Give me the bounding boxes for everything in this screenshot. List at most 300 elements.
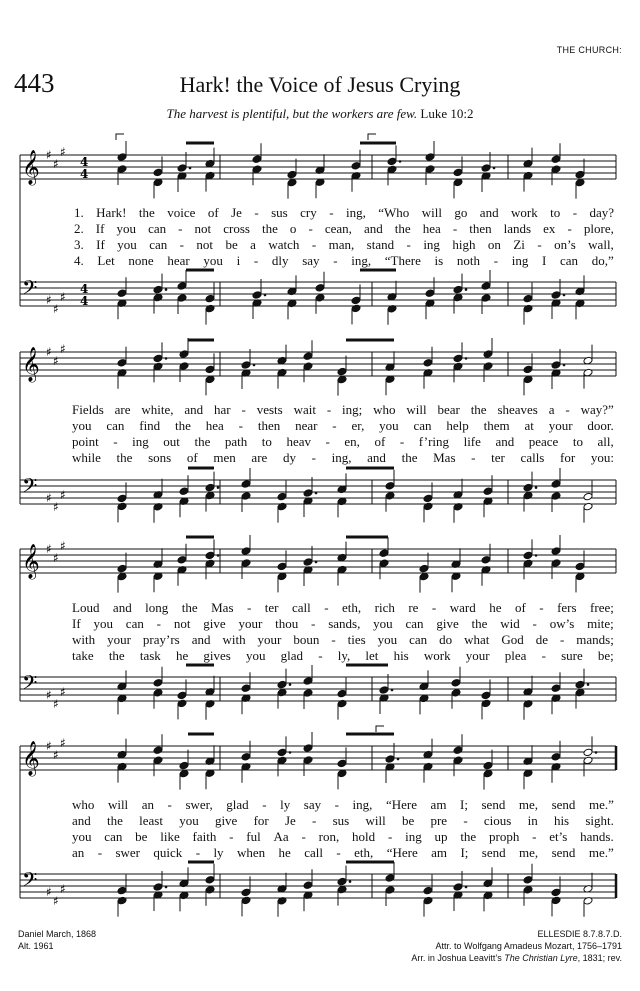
dot [315,561,318,564]
lyric-syllable: swer [115,845,140,860]
lyric-syllable: in [527,813,538,828]
sharp-accidental: ♯ [46,885,52,899]
lyric-syllable: - [311,237,317,252]
tune-name: ELLESDIE 8.7.8.7.D. [537,929,622,939]
note-head [423,886,433,895]
lyric-syllable: can [405,616,424,631]
lyric-syllable: - [308,221,313,236]
lyric-syllable: not [194,221,212,236]
note-head [583,756,593,765]
lyric-syllable: quick [153,845,183,860]
lyric-syllable: be [401,813,415,828]
note-head [337,367,347,376]
lyric-syllable: ly [280,797,291,812]
time-signature-top: 4 [80,282,89,296]
lyric-syllable: you [72,418,92,433]
note-head [337,885,347,894]
lyric-syllable: - [334,797,339,812]
lyric-syllable: at [524,418,534,433]
lyric-syllable: let [365,648,379,663]
lyric-syllable: say [303,797,322,812]
lyric-syllable: he [278,845,291,860]
note-head [117,564,127,573]
lyric-syllable: - [493,253,499,268]
epigraph-quote: The harvest is plentiful, but the workers are few. [166,106,418,121]
lyric-syllable: then [469,221,492,236]
note-head [523,491,533,500]
lyric-syllable: can [106,418,125,433]
note-head [153,168,163,177]
lyric-syllable: the [175,418,191,433]
lyric-syllable: hold [352,829,376,844]
dot [535,486,538,489]
note-head [551,361,561,370]
lyric-syllable: cean, [324,221,352,236]
lyric-line-verse-4 [74,253,614,269]
note-head [179,362,189,371]
sharp-accidental: ♯ [46,688,52,702]
note-head [277,756,287,765]
lyric-syllable: plore, [583,221,614,236]
note-head [241,361,251,370]
sharp-accidental: ♯ [53,697,59,711]
lyric-syllable: hea [422,221,441,236]
lyric-syllable: - [539,600,544,615]
lyric-syllable: work [511,205,538,220]
bass-clef: 𝄢 [22,671,38,699]
lyric-syllable: If [72,616,81,631]
lyric-syllable: ow’s [549,616,575,631]
lyric-syllable: while [72,450,101,465]
note-head [277,492,287,501]
note-head [153,756,163,765]
note-head [453,883,463,892]
lyric-syllable: he [489,600,502,615]
lyric-syllable: ter [491,450,505,465]
lyric-syllable: Zi [513,237,525,252]
note-head [385,874,395,883]
note-head [423,359,433,368]
note-head [523,886,533,895]
note-head [337,689,347,698]
note-head [575,562,585,571]
lyric-syllable: ward [449,600,476,615]
lyric-syllable: - [179,237,184,252]
lyric-syllable: Hark! [96,205,127,220]
lyric-syllable: give [436,616,459,631]
lyric-syllable: i [236,253,241,268]
lyric-syllable: Mas [433,450,456,465]
sharp-accidental: ♯ [46,293,52,307]
lyric-syllable: will [406,402,427,417]
lyric-syllable: de [535,632,549,647]
note-head [117,886,127,895]
sharp-accidental: ♯ [53,500,59,514]
lyric-syllable: hear [167,253,190,268]
lyric-syllable: proph [489,829,520,844]
lyric-syllable: the [138,205,155,220]
lyric-syllable: voice [167,205,196,220]
lyric-syllable: of [207,205,219,220]
treble-clef: 𝄞 [22,741,40,776]
note-head [523,483,533,492]
note-head [177,556,187,565]
hymn-title: Hark! the Voice of Jesus Crying [179,72,461,97]
lyric-syllable: ing; [342,402,363,417]
lyric-syllable: the [470,402,487,417]
lyric-line-verse-4 [72,450,614,466]
note-head [303,881,313,890]
lyric-syllable: the [261,221,278,236]
note-head [315,294,325,303]
note-head [425,289,435,298]
tune-credits [411,928,622,964]
dot [289,683,292,686]
lyric-syllable: can [413,418,432,433]
note-head [117,572,127,581]
lyric-syllable: sure [561,648,583,663]
lyric-syllable: then [257,418,281,433]
lyric-syllable: “Here [386,845,418,860]
lyric-syllable: mands; [576,632,614,647]
lyric-syllable: for [560,450,576,465]
dot [493,167,496,170]
lyric-syllable: your [257,632,282,647]
lyric-syllable: you [179,813,199,828]
sharp-accidental: ♯ [53,354,59,368]
lyric-line-verse-2 [74,221,614,237]
lyric-syllable: ter [264,600,279,615]
dot [391,689,394,692]
lyric-syllable: re [408,600,419,615]
note-head [351,304,361,313]
note-head [303,362,313,371]
note-head [551,559,561,568]
lyric-syllable: I [542,253,547,268]
lyric-syllable: what [464,632,490,647]
lyric-syllable: call [304,845,323,860]
lyric-line-verse-3 [72,434,614,450]
lyric-syllable: to [572,434,583,449]
note-head [117,153,127,162]
lyric-syllable: hands. [580,829,614,844]
note-head [153,689,163,698]
lyric-syllable: not [196,237,214,252]
note-head [425,165,435,174]
note-head [179,769,189,778]
sharp-accidental: ♯ [53,551,59,565]
lyric-syllable: ing, [345,205,366,220]
note-head [481,164,491,173]
lyric-syllable: If [96,237,105,252]
note-head [481,282,491,291]
lyric-syllable: for [253,813,269,828]
lyric-syllable: - [253,253,259,268]
note-head [419,572,429,581]
lyric-syllable: take [72,648,94,663]
lyric-syllable: you [373,616,393,631]
sharp-accidental: ♯ [60,736,66,750]
sharp-accidental: ♯ [46,345,52,359]
bass-clef: 𝄢 [22,868,38,896]
lyric-line-verse-2 [72,616,614,632]
arrangement-suffix: , 1831; rev. [577,953,622,963]
lyric-syllable: - [331,632,336,647]
lyric-syllable: sands, [328,616,361,631]
lyric-syllable: sons [148,450,172,465]
dot [217,554,220,557]
lyric-syllable: - [325,434,330,449]
lyric-syllable: send [481,845,506,860]
note-head [241,888,251,897]
lyric-syllable: fers [557,600,577,615]
lyric-syllable: give [203,616,226,631]
note-head [551,684,561,693]
lyric-syllable: ly [213,845,224,860]
lyric-syllable: - [541,648,546,663]
lyric-syllable: none [128,253,154,268]
treble-clef: 𝄞 [22,347,40,382]
lyric-syllable: 4. [74,253,84,268]
note-head [205,491,215,500]
note-head [575,680,585,689]
note-head [551,888,561,897]
lyric-syllable: f’ring [418,434,450,449]
note-head [241,480,251,489]
note-head [205,559,215,568]
sharp-accidental: ♯ [53,748,59,762]
dot [465,357,468,360]
lyric-syllable: be; [597,648,614,663]
note-head [241,753,251,762]
lyric-syllable: glad [280,648,304,663]
note-head [337,375,347,384]
lyric-syllable: dly [271,253,289,268]
note-head [252,291,262,300]
note-head [453,362,463,371]
arrangement-title: The Christian Lyre [504,953,578,963]
note-head [277,680,287,689]
lyric-syllable: find [139,418,161,433]
note-head [303,744,313,753]
lyric-syllable: send [551,797,576,812]
time-signature-top: 4 [80,155,89,169]
sharp-accidental: ♯ [60,488,66,502]
lyric-syllable: be [135,829,148,844]
lyric-syllable: - [318,648,323,663]
lyric-syllable: least [139,813,163,828]
lyric-syllable: do,” [591,253,614,268]
sharp-accidental: ♯ [60,882,66,896]
note-head [351,296,361,305]
note-head [153,293,163,302]
lyric-syllable: - [312,813,317,828]
lyric-syllable: rich [374,600,395,615]
lyric-syllable: vests [256,402,283,417]
note-head [241,492,251,501]
lyric-syllable: high [452,237,476,252]
sharp-accidental: ♯ [60,290,66,304]
lyric-syllable: the [394,221,411,236]
lyric-syllable: free; [590,600,614,615]
note-head [481,691,491,700]
dot [399,160,402,163]
epigraph-reference: Luke 10:2 [420,106,474,121]
lyric-syllable: help [446,418,469,433]
lyric-syllable: mite; [587,616,614,631]
lyric-syllable: you [379,418,399,433]
note-head [117,502,127,511]
lyric-syllable: his [553,813,570,828]
note-head [303,489,313,498]
lyric-syllable: sheaves [497,402,538,417]
lyric-line-verse-3 [72,829,614,845]
lyric-line-verse-1 [72,797,614,813]
note-head [451,689,461,698]
lyric-syllable: near [295,418,318,433]
lyric-line-verse-1 [72,402,614,418]
note-head [179,761,189,770]
treble-clef: 𝄞 [22,544,40,579]
note-head [252,155,262,164]
lyric-syllable: er, [351,418,365,433]
note-head [379,686,389,695]
note-head [177,691,187,700]
lyric-syllable: are [251,450,268,465]
lyric-syllable: swer, [185,797,213,812]
lyric-syllable: me, [519,845,539,860]
lyric-syllable: you [116,221,137,236]
lyric-syllable: dy [282,450,296,465]
lyric-syllable: door. [587,418,614,433]
lyric-syllable: - [463,813,468,828]
dot [165,886,168,889]
lyric-syllable: - [532,829,537,844]
lyric-syllable: noth [456,253,481,268]
lyric-syllable: - [406,237,411,252]
sharp-accidental: ♯ [46,739,52,753]
lyric-syllable: is [434,253,444,268]
lyric-syllable: gives [203,648,231,663]
lyric-syllable: and [184,402,204,417]
note-head [583,748,593,757]
lyric-syllable: - [332,418,337,433]
lyric-syllable: - [324,600,329,615]
note-head [153,362,163,371]
lyric-syllable: with [72,632,96,647]
lyric-syllable: your [238,616,263,631]
lyric-syllable: wait [293,402,316,417]
lyric-syllable: the [116,450,133,465]
note-head [551,291,561,300]
lyric-syllable: calls [520,450,545,465]
lyric-syllable: do [439,632,453,647]
dot [587,683,590,686]
note-head [351,162,361,171]
note-head [385,492,395,501]
lyric-syllable: an [141,797,154,812]
lyric-syllable: ing [132,434,149,449]
note-head [483,362,493,371]
dot [563,294,566,297]
note-head [177,164,187,173]
note-head [551,753,561,762]
lyric-syllable: eth, [342,600,362,615]
lyric-syllable: and [367,450,386,465]
lyric-syllable: Aa [273,829,289,844]
lyric-syllable: me, [518,797,539,812]
lyric-syllable: - [262,797,267,812]
lyric-syllable: you [203,253,223,268]
lyric-syllable: will [421,205,442,220]
lyric-syllable: stand [366,237,395,252]
lyric-syllable: he [175,648,189,663]
dot [189,167,192,170]
note-head [277,688,287,697]
lyric-syllable: and [479,205,499,220]
lyric-syllable: - [431,600,437,615]
tune-attribution: Attr. to Wolfgang Amadeus Mozart, 1756–1791 [435,941,622,951]
note-head [453,168,463,177]
lyric-syllable: ex [543,221,556,236]
lyric-syllable: - [301,829,306,844]
lyric-syllable: - [156,616,161,631]
time-signature-bottom: 4 [80,294,89,308]
note-head [523,559,533,568]
note-head [453,293,463,302]
lyric-syllable: am [430,797,447,812]
text-credits [18,928,96,952]
note-head [153,679,163,688]
note-head [575,170,585,179]
dot [563,364,566,367]
lyric-syllable: boun [293,632,320,647]
note-head [179,487,189,496]
note-head [523,365,533,374]
lyric-syllable: can [148,221,167,236]
note-head [153,285,163,294]
lyric-syllable: “There [384,253,421,268]
lyric-syllable: be [225,237,238,252]
lyric-syllable: of [186,450,198,465]
arrangement-credit [411,952,622,964]
lyric-syllable: “Here [385,797,417,812]
lyric-syllable: ing [511,253,529,268]
note-head [575,688,585,697]
lyric-syllable: - [387,829,393,844]
lyric-syllable: the [181,600,198,615]
note-head [241,559,251,568]
lyric-syllable: a [548,402,555,417]
bass-clef: 𝄢 [22,474,38,502]
lyric-syllable: give [214,813,238,828]
lyric-syllable: - [329,205,334,220]
lyric-syllable: plea [504,648,527,663]
lyric-syllable: ful [246,829,261,844]
note-head [205,365,215,374]
lyric-syllable: lands [503,221,532,236]
lyric-syllable: the [194,434,211,449]
note-head [451,679,461,688]
note-head [551,155,561,164]
note-head [387,157,397,166]
lyric-syllable: cry [300,205,317,220]
lyric-syllable: the [107,813,123,828]
lyric-syllable: your [107,632,131,647]
lyric-syllable: - [399,434,405,449]
lyric-line-verse-4 [72,648,614,664]
note-head [551,492,561,501]
